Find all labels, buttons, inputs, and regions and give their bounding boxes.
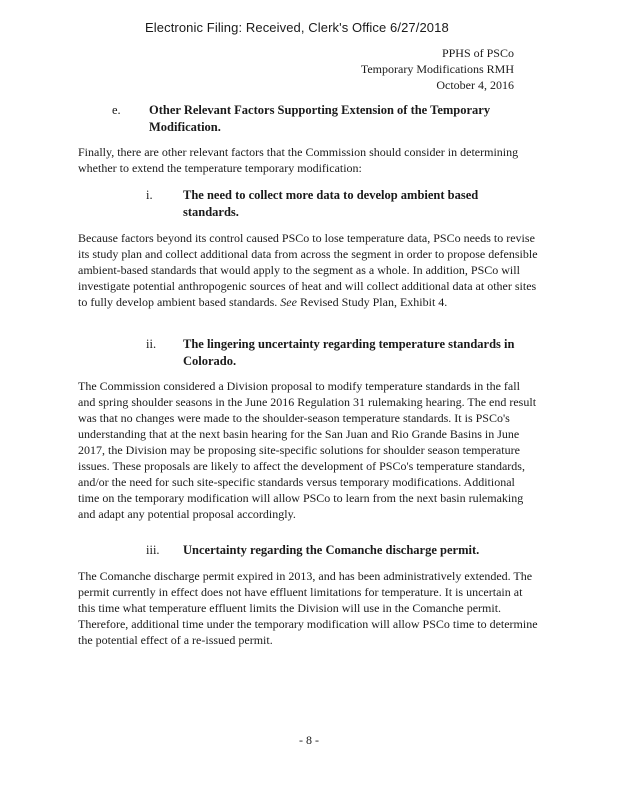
sub-i-heading — [146, 187, 526, 221]
intro-paragraph: Finally, there are other relevant factors that the Commission should consider in determining whether to extend the temperature temporary modification: — [78, 145, 519, 175]
header-line-3: October 4, 2016 — [436, 78, 514, 92]
section-e-title-line-1: Other Relevant Factors Supporting Extension of the Temporary — [149, 103, 491, 117]
sub-iii-title: Uncertainty regarding the Comanche discharge permit. — [183, 543, 480, 557]
filing-stamp: Electronic Filing: Received, Clerk's Office 6/27/2018 — [145, 20, 449, 35]
sub-ii-title-line-1: The lingering uncertainty regarding temperature standards in — [183, 337, 515, 351]
sub-i-number: i. — [146, 188, 153, 202]
section-e-title-line-2: Modification. — [149, 120, 221, 134]
sub-ii-title-line-2: Colorado. — [183, 354, 237, 368]
running-header — [361, 45, 514, 93]
sub-ii-number: ii. — [146, 337, 157, 351]
paragraph-i-body: Because factors beyond its control caused PSCo to lose temperature data, PSCo needs to revise its study plan and collect additional data from across the segment in order to propose defensible ambient-based standards that would apply to the segment as a whole. In addition, PSCo will investigate potential anthropogenic sources of heat and will collect additional data at other sites to fully develop ambient based standards. — [78, 231, 538, 309]
paragraph-ii: The Commission considered a Division proposal to modify temperature standards in the fall and spring shoulder seasons in the June 2016 Regulation 31 rulemaking hearing. The end result was that no changes were made to the shoulder-season temperature standards. It is PSCo's understanding that at the next basin hearing for the San Juan and Rio Grande Basins in June 2017, the Division may be proposing site-specific solutions for shoulder season temperature issues. These proposals are likely to affect the development of PSCo's temperature standards, and/or the need for such site-specific standards versus temporary modifications. Additional time on the temporary modification will allow PSCo to learn from the next basin rulemaking and adapt any potential proposal accordingly. — [78, 379, 537, 521]
section-e-heading — [112, 102, 522, 136]
paragraph-i-reference: Revised Study Plan, Exhibit 4. — [299, 295, 448, 309]
section-e-number: e. — [112, 103, 121, 117]
paragraph-i-see: See — [280, 295, 297, 309]
paragraph-i — [78, 230, 538, 310]
sub-ii-heading — [146, 336, 526, 370]
sub-iii-heading — [146, 542, 546, 559]
header-line-1: PPHS of PSCo — [441, 46, 514, 60]
sub-i-title-line-1: The need to collect more data to develop ambient based — [183, 188, 479, 202]
sub-iii-number: iii. — [146, 543, 160, 557]
page-number: - 8 - — [299, 733, 319, 747]
sub-i-title-line-2: standards. — [183, 205, 239, 219]
paragraph-iii: The Comanche discharge permit expired in 2013, and has been administratively extended. The permit currently in effect does not have effluent limitations for temperature. It is uncertain at this time what temperature effluent limits the Division will use in the Comanche permit. Therefore, additional time under the temporary modification will allow PSCo time to determine the potential effect of a re-issued permit. — [78, 569, 538, 647]
header-line-2: Temporary Modifications RMH — [360, 62, 514, 76]
